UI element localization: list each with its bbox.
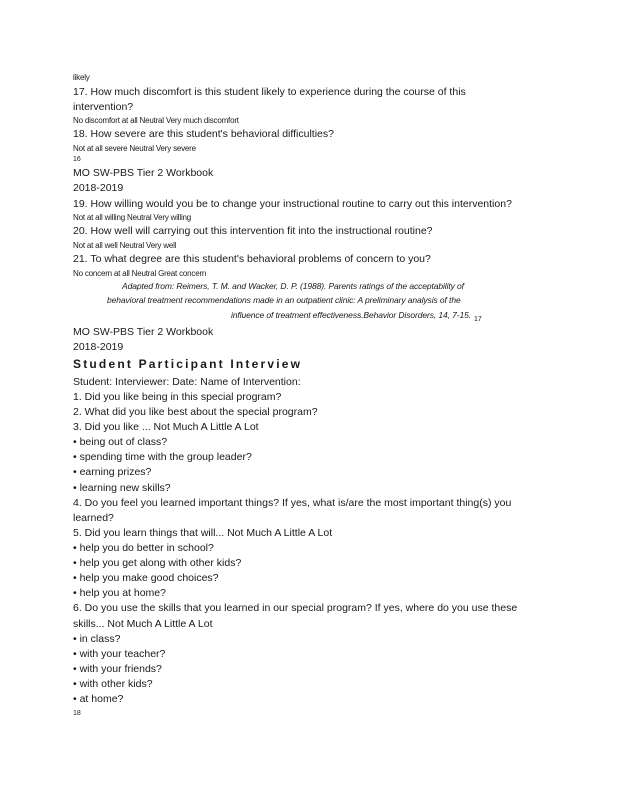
rating-scale-21: No concern at all Neutral Great concern bbox=[73, 269, 207, 278]
interview-question-2: 2. What did you like best about the special program? bbox=[73, 406, 318, 418]
citation-line: Adapted from: Reimers, T. M. and Wacker, D. P. (1988). Parents ratings of the acceptability of bbox=[122, 281, 464, 291]
list-item: • help you do better in school? bbox=[73, 542, 214, 554]
workbook-header: MO SW-PBS Tier 2 Workbook bbox=[73, 326, 214, 338]
question-18: 18. How severe are this student's behavioral difficulties? bbox=[73, 128, 334, 140]
text-line: learned? bbox=[73, 512, 114, 524]
question-21: 21. To what degree are this student's behavioral problems of concern to you? bbox=[73, 253, 431, 265]
text-line: skills... Not Much A Little A Lot bbox=[73, 618, 213, 630]
rating-scale-20: Not at all well Neutral Very well bbox=[73, 241, 177, 250]
list-item: • help you make good choices? bbox=[73, 572, 219, 584]
list-item: • learning new skills? bbox=[73, 482, 171, 494]
list-item: • with your teacher? bbox=[73, 648, 166, 660]
interview-question-4: 4. Do you feel you learned important things? If yes, what is/are the most important thing(s) you bbox=[73, 497, 512, 509]
interview-question-6: 6. Do you use the skills that you learned in our special program? If yes, where do you use these bbox=[73, 602, 518, 614]
text-line: likely bbox=[73, 73, 90, 82]
page-number: 17 bbox=[474, 316, 482, 323]
text-line: intervention? bbox=[73, 101, 134, 113]
interview-question-3: 3. Did you like ... Not Much A Little A Lot bbox=[73, 421, 259, 433]
form-fields-line: Student: Interviewer: Date: Name of Intervention: bbox=[73, 376, 301, 388]
list-item: • help you at home? bbox=[73, 587, 166, 599]
list-item: • earning prizes? bbox=[73, 466, 152, 478]
citation-line: influence of treatment effectiveness.Behavior Disorders, 14, 7-15. $_{17}$ bbox=[231, 310, 482, 323]
question-20: 20. How well will carrying out this intervention fit into the instructional routine? bbox=[73, 225, 433, 237]
interview-question-1: 1. Did you like being in this special program? bbox=[73, 391, 282, 403]
workbook-year: 2018-2019 bbox=[73, 341, 124, 353]
rating-scale-19: Not at all willing Neutral Very willing bbox=[73, 213, 192, 222]
rating-scale-18: Not at all severe Neutral Very severe bbox=[73, 144, 196, 153]
list-item: • at home? bbox=[73, 693, 124, 705]
page-number: 16 bbox=[73, 156, 81, 163]
interview-question-5: 5. Did you learn things that will... Not Much A Little A Lot bbox=[73, 527, 333, 539]
list-item: • being out of class? bbox=[73, 436, 168, 448]
list-item: • spending time with the group leader? bbox=[73, 451, 252, 463]
question-17: 17. How much discomfort is this student likely to experience during the course of this bbox=[73, 86, 466, 98]
section-heading: Student Participant Interview bbox=[73, 357, 303, 371]
question-19: 19. How willing would you be to change your instructional routine to carry out this intervention? bbox=[73, 198, 512, 210]
list-item: • help you get along with other kids? bbox=[73, 557, 242, 569]
workbook-header: MO SW-PBS Tier 2 Workbook bbox=[73, 167, 214, 179]
page-number: 18 bbox=[73, 710, 81, 717]
rating-scale-17: No discomfort at all Neutral Very much discomfort bbox=[73, 116, 239, 125]
workbook-year: 2018-2019 bbox=[73, 182, 124, 194]
citation-line: behavioral treatment recommendations made in an outpatient clinic: A preliminary analysis of the bbox=[107, 295, 461, 305]
list-item: • in class? bbox=[73, 633, 121, 645]
list-item: • with your friends? bbox=[73, 663, 162, 675]
list-item: • with other kids? bbox=[73, 678, 153, 690]
